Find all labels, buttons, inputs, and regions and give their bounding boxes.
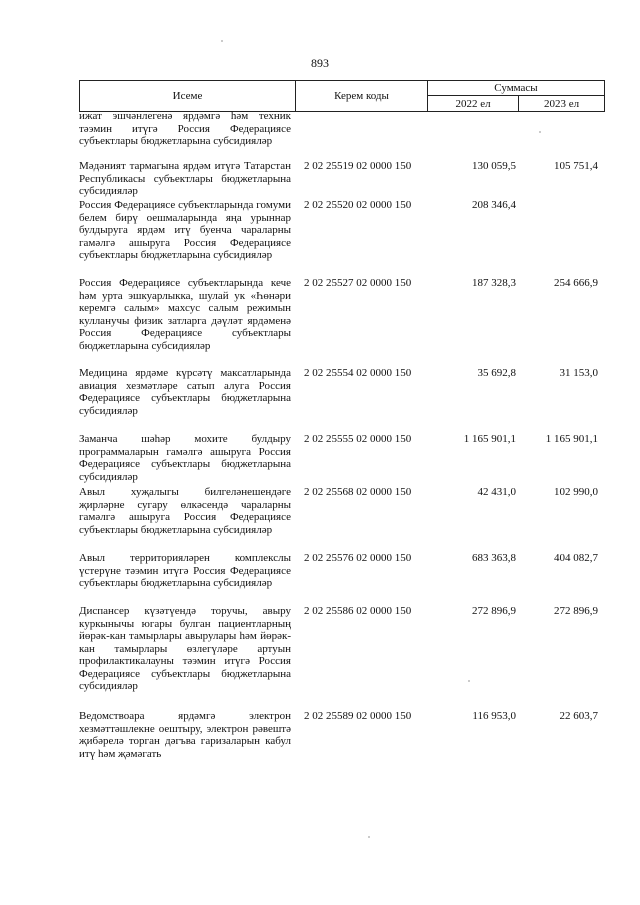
header-year-2022: 2022 ел	[428, 96, 519, 111]
row-code: 2 02 25555 02 0000 150	[304, 433, 412, 445]
table-row	[79, 710, 603, 765]
header-year-2023: 2023 ел	[543, 97, 580, 110]
row-code: 2 02 25519 02 0000 150	[304, 160, 412, 172]
table-row	[79, 277, 603, 367]
header-name: Исеме	[80, 81, 296, 111]
row-name: Диспансер күзәтүендә торучы, авыру куркынычы югары булган пациентларның йөрәк-кан тамырлары авырулары һәм йөрәк-кан тамырлары өзлегүләре артуын профилактикалауны тәэмин итүгә Россия Федерациясе субъектлары бюджетларына субсидияләр	[79, 605, 291, 692]
page-number: 893	[311, 56, 329, 70]
row-value-2022: 208 346,4	[472, 199, 516, 211]
row-value-2022: 272 896,9	[472, 605, 516, 617]
header-sums: Суммасы	[428, 81, 604, 96]
row-name: Авыл территорияләрен комплекслы үстерүне тәэмин итүгә Россия Федерациясе субъектлары бюджетларына субсидияләр	[79, 552, 291, 589]
table-body	[79, 112, 603, 765]
row-value-2022: 1 165 901,1	[463, 433, 516, 445]
row-value-2023: 254 666,9	[554, 277, 598, 289]
row-name: ижат эшчәнлегенә ярдәмгә һәм техник тәэмин итүгә Россия Федерациясе субъектлары бюджетларына субсидияләр	[79, 110, 291, 147]
scan-speck	[221, 40, 223, 42]
row-code: 2 02 25520 02 0000 150	[304, 199, 412, 211]
row-code: 2 02 25586 02 0000 150	[304, 605, 412, 617]
row-value-2022: 116 953,0	[472, 710, 516, 722]
row-code: 2 02 25589 02 0000 150	[304, 710, 412, 722]
row-value-2023: 404 082,7	[554, 552, 598, 564]
table-row	[79, 367, 603, 433]
scan-speck	[368, 836, 370, 838]
row-value-2023: 1 165 901,1	[545, 433, 598, 445]
table-row	[79, 552, 603, 605]
row-value-2022: 187 328,3	[472, 277, 516, 289]
row-code: 2 02 25576 02 0000 150	[304, 552, 412, 564]
row-name: Россия Федерациясе субъектларында кече һәм урта эшкуарлыкка, шулай ук «Һөнәри керемгә салым» махсус салым режимын кулланучы физик затларга дәүләт ярдәменә Россия Федерациясе субъектлары бюджетларына субсидияләр	[79, 277, 291, 352]
row-name: Авыл хуҗалыгы билгеләнешендәге җирләрне сугару өлкәсендә чараларны гамәлгә ашыруга Россия Федерациясе субъектлары бюджетларына субсидияләр	[79, 486, 291, 536]
table-row	[79, 160, 603, 199]
row-code: 2 02 25527 02 0000 150	[304, 277, 412, 289]
row-name: Заманча шәһәр мохите булдыру программаларын гамәлгә ашыруга Россия Федерациясе субъектлары бюджетларына субсидияләр	[79, 433, 291, 483]
table-row	[79, 486, 603, 552]
row-name: Ведомствоара ярдәмгә электрон хезмәттәшлекне оештыру, электрон рәвештә җибәрелә торган дәгъва гаризаларын кабул итү һәм җәмәгать	[79, 710, 291, 760]
table-row	[79, 199, 603, 277]
row-value-2022: 35 692,8	[477, 367, 516, 379]
row-value-2023: 22 603,7	[559, 710, 598, 722]
scan-speck	[468, 680, 470, 682]
row-name: Мәдәният тармагына ярдәм итүгә Татарстан Республикасы субъектлары бюджетларына субсидияләр	[79, 160, 291, 197]
table-row	[79, 605, 603, 710]
row-code: 2 02 25554 02 0000 150	[304, 367, 412, 379]
row-value-2023: 102 990,0	[554, 486, 598, 498]
row-value-2023: 105 751,4	[554, 160, 598, 172]
row-value-2023: 272 896,9	[554, 605, 598, 617]
row-value-2023: 31 153,0	[559, 367, 598, 379]
table-row	[79, 433, 603, 486]
row-code: 2 02 25568 02 0000 150	[304, 486, 412, 498]
row-name: Медицина ярдәме күрсәтү максатларында авиация хезмәтләре сатып алуга Россия Федерациясе субъектлары бюджетларына субсидияләр	[79, 367, 291, 417]
row-name: Россия Федерациясе субъектларында гомуми белем бирү оешмаларында яңа урыннар булдыруга ярдәм итү буенча чараларны гамәлгә ашыруга Россия Федерациясе субъектлары бюджетларына субсидияләр	[79, 199, 291, 261]
row-value-2022: 42 431,0	[477, 486, 516, 498]
scan-speck	[539, 131, 541, 133]
table-row	[79, 110, 603, 160]
row-value-2022: 683 363,8	[472, 552, 516, 564]
row-value-2022: 130 059,5	[472, 160, 516, 172]
table-header	[79, 80, 605, 112]
header-code: Керем коды	[296, 81, 428, 111]
